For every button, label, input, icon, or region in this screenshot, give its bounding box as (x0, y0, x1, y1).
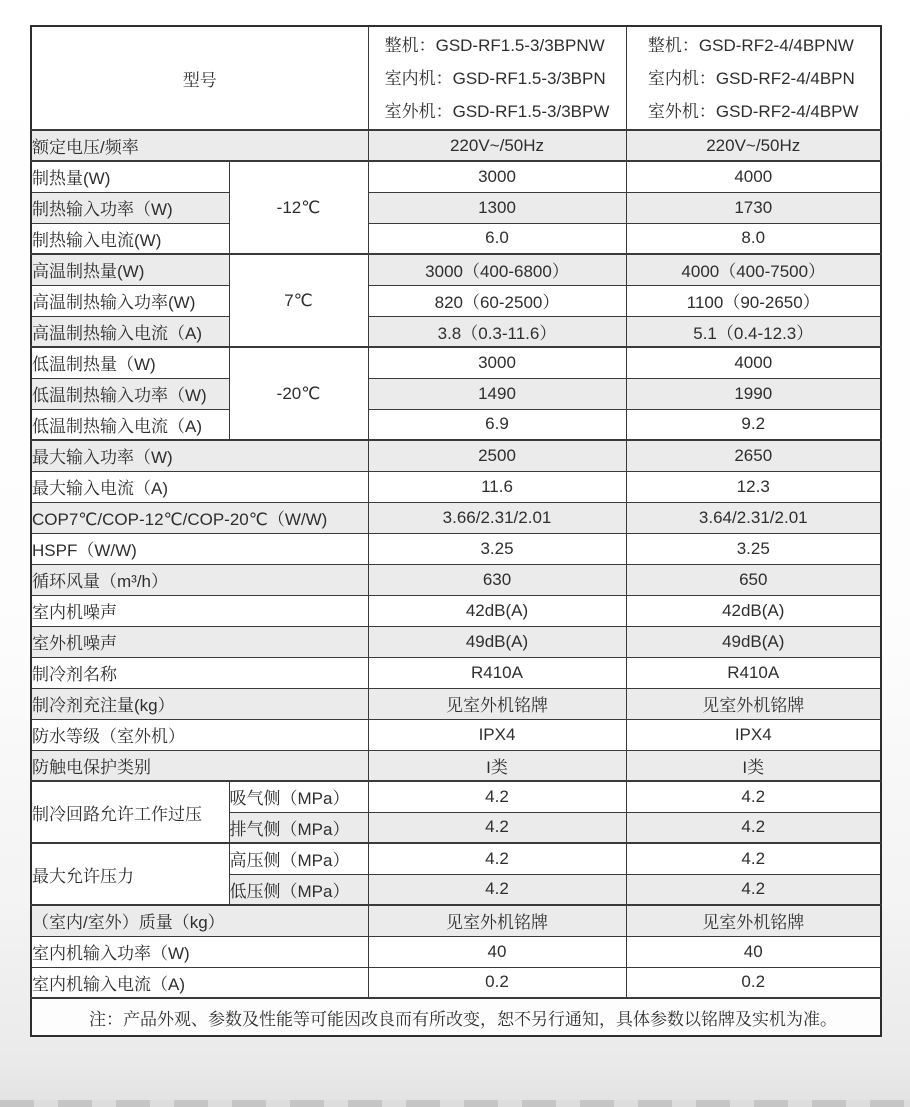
value-model-2: 4.2 (626, 843, 881, 874)
table-row-waterproof-rating (31, 719, 881, 750)
temp-condition-minus20: -20℃ (229, 347, 368, 440)
value-model-2: 1730 (626, 192, 881, 223)
row-label: 高温制热输入电流（A) (31, 316, 229, 347)
temp-condition-7: 7℃ (229, 254, 368, 347)
model-2-line-whole: 整机：GSD-RF2-4/4BPNW (647, 35, 854, 55)
model-1-line-indoor: 室内机：GSD-RF1.5-3/3BPN (384, 68, 606, 88)
table-row-max-input-current (31, 471, 881, 502)
model-2-line-outdoor: 室外机：GSD-RF2-4/4BPW (647, 101, 859, 121)
value-model-2: 3.64/2.31/2.01 (626, 502, 881, 533)
row-label: HSPF（W/W) (31, 533, 368, 564)
value-model-1: 3.8（0.3-11.6） (368, 316, 626, 347)
value-model-2: 12.3 (626, 471, 881, 502)
value-model-2: 2650 (626, 440, 881, 471)
value-model-1: 0.2 (368, 967, 626, 998)
row-label: 低温制热量（W) (31, 347, 229, 378)
page-bottom-edge (0, 1100, 910, 1107)
value-model-2: IPX4 (626, 719, 881, 750)
value-model-1: 42dB(A) (368, 595, 626, 626)
value-model-2: 4000 (626, 161, 881, 192)
table-row-refrigerant-charge (31, 688, 881, 719)
model-2-header-cell (626, 26, 881, 130)
table-row-indoor-input-power (31, 936, 881, 967)
table-row-hspf (31, 533, 881, 564)
row-label: 循环风量（m³/h） (31, 564, 368, 595)
model-1-line-whole: 整机：GSD-RF1.5-3/3BPNW (384, 35, 605, 55)
value-model-1: 630 (368, 564, 626, 595)
row-label: 室内机输入功率（W) (31, 936, 368, 967)
value-model-1: 见室外机铭牌 (368, 905, 626, 936)
value-model-1: 见室外机铭牌 (368, 688, 626, 719)
sub-row-label: 低压侧（MPa） (229, 874, 368, 905)
row-label: 高温制热量(W) (31, 254, 229, 285)
value-model-2: 49dB(A) (626, 626, 881, 657)
value-model-2: 42dB(A) (626, 595, 881, 626)
row-label: 室外机噪声 (31, 626, 368, 657)
value-model-1: 1490 (368, 378, 626, 409)
row-label: （室内/室外）质量（kg） (31, 905, 368, 936)
value-model-2: 1990 (626, 378, 881, 409)
temp-condition-minus12: -12℃ (229, 161, 368, 254)
table-row-outdoor-noise (31, 626, 881, 657)
value-model-1: 3000 (368, 347, 626, 378)
value-model-2: 220V~/50Hz (626, 130, 881, 161)
group-label-max-pressure: 最大允许压力 (31, 843, 229, 905)
table-row-low-temp-input-power (31, 378, 881, 409)
row-label: 低温制热输入功率（W) (31, 378, 229, 409)
row-label: 高温制热输入功率(W) (31, 285, 229, 316)
row-label: 室内机噪声 (31, 595, 368, 626)
value-model-1: 820（60-2500） (368, 285, 626, 316)
row-label: 室内机输入电流（A) (31, 967, 368, 998)
table-row-high-temp-capacity (31, 254, 881, 285)
table-row-cop (31, 502, 881, 533)
value-model-2: 650 (626, 564, 881, 595)
value-model-1: 1300 (368, 192, 626, 223)
table-row-low-temp-capacity (31, 347, 881, 378)
value-model-2: R410A (626, 657, 881, 688)
table-row-high-temp-input-current (31, 316, 881, 347)
row-label: 防触电保护类别 (31, 750, 368, 781)
row-label: 额定电压/频率 (31, 130, 368, 161)
sub-row-label: 高压侧（MPa） (229, 843, 368, 874)
table-row-air-circulation (31, 564, 881, 595)
value-model-2: 3.25 (626, 533, 881, 564)
row-label: 低温制热输入电流（A) (31, 409, 229, 440)
table-row-max-input-power (31, 440, 881, 471)
value-model-1: 49dB(A) (368, 626, 626, 657)
model-header-label: 型号 (31, 26, 368, 130)
value-model-1: 4.2 (368, 874, 626, 905)
value-model-1: 4.2 (368, 843, 626, 874)
value-model-2: 8.0 (626, 223, 881, 254)
value-model-2: 4.2 (626, 812, 881, 843)
value-model-2: I类 (626, 750, 881, 781)
value-model-1: 3.66/2.31/2.01 (368, 502, 626, 533)
value-model-2: 4.2 (626, 781, 881, 812)
value-model-2: 0.2 (626, 967, 881, 998)
row-label: 防水等级（室外机） (31, 719, 368, 750)
value-model-2: 4000（400-7500） (626, 254, 881, 285)
table-row-voltage (31, 130, 881, 161)
model-2-line-indoor: 室内机：GSD-RF2-4/4BPN (647, 68, 855, 88)
value-model-2: 4000 (626, 347, 881, 378)
value-model-2: 见室外机铭牌 (626, 688, 881, 719)
table-row-weight (31, 905, 881, 936)
group-label-circuit-overpressure: 制冷回路允许工作过压 (31, 781, 229, 843)
table-row-low-temp-input-current (31, 409, 881, 440)
value-model-2: 9.2 (626, 409, 881, 440)
value-model-2: 40 (626, 936, 881, 967)
row-label: 制热输入电流(W) (31, 223, 229, 254)
value-model-1: 4.2 (368, 781, 626, 812)
value-model-2: 5.1（0.4-12.3） (626, 316, 881, 347)
table-row-heating-capacity (31, 161, 881, 192)
row-label: 制热输入功率（W) (31, 192, 229, 223)
row-label: 最大输入电流（A) (31, 471, 368, 502)
table-row-high-pressure-side (31, 843, 881, 874)
row-label: 制热量(W) (31, 161, 229, 192)
value-model-1: 11.6 (368, 471, 626, 502)
sub-row-label: 吸气侧（MPa） (229, 781, 368, 812)
table-row-indoor-noise (31, 595, 881, 626)
value-model-2: 1100（90-2650） (626, 285, 881, 316)
spec-table (30, 25, 882, 1037)
value-model-1: 3000 (368, 161, 626, 192)
value-model-1: 4.2 (368, 812, 626, 843)
table-header-row (31, 26, 881, 130)
row-label: 最大输入功率（W) (31, 440, 368, 471)
row-label: 制冷剂名称 (31, 657, 368, 688)
table-row-heating-input-power (31, 192, 881, 223)
model-1-line-outdoor: 室外机：GSD-RF1.5-3/3BPW (384, 101, 610, 121)
value-model-1: 3000（400-6800） (368, 254, 626, 285)
table-row-indoor-input-current (31, 967, 881, 998)
model-1-header-cell (368, 26, 626, 130)
value-model-1: 3.25 (368, 533, 626, 564)
sub-row-label: 排气侧（MPa） (229, 812, 368, 843)
table-row-heating-input-current (31, 223, 881, 254)
table-row-refrigerant-name (31, 657, 881, 688)
value-model-2: 见室外机铭牌 (626, 905, 881, 936)
value-model-1: 6.9 (368, 409, 626, 440)
value-model-1: R410A (368, 657, 626, 688)
note-text: 注：产品外观、参数及性能等可能因改良而有所改变，恕不另行通知，具体参数以铭牌及实机为准。 (31, 998, 881, 1036)
value-model-1: 220V~/50Hz (368, 130, 626, 161)
value-model-1: 6.0 (368, 223, 626, 254)
row-label: 制冷剂充注量(kg） (31, 688, 368, 719)
value-model-1: 2500 (368, 440, 626, 471)
row-label: COP7℃/COP-12℃/COP-20℃（W/W) (31, 502, 368, 533)
value-model-2: 4.2 (626, 874, 881, 905)
value-model-1: IPX4 (368, 719, 626, 750)
value-model-1: I类 (368, 750, 626, 781)
table-row-high-temp-input-power (31, 285, 881, 316)
table-note-row (31, 998, 881, 1036)
table-row-suction-side (31, 781, 881, 812)
value-model-1: 40 (368, 936, 626, 967)
table-row-shock-protection-class (31, 750, 881, 781)
